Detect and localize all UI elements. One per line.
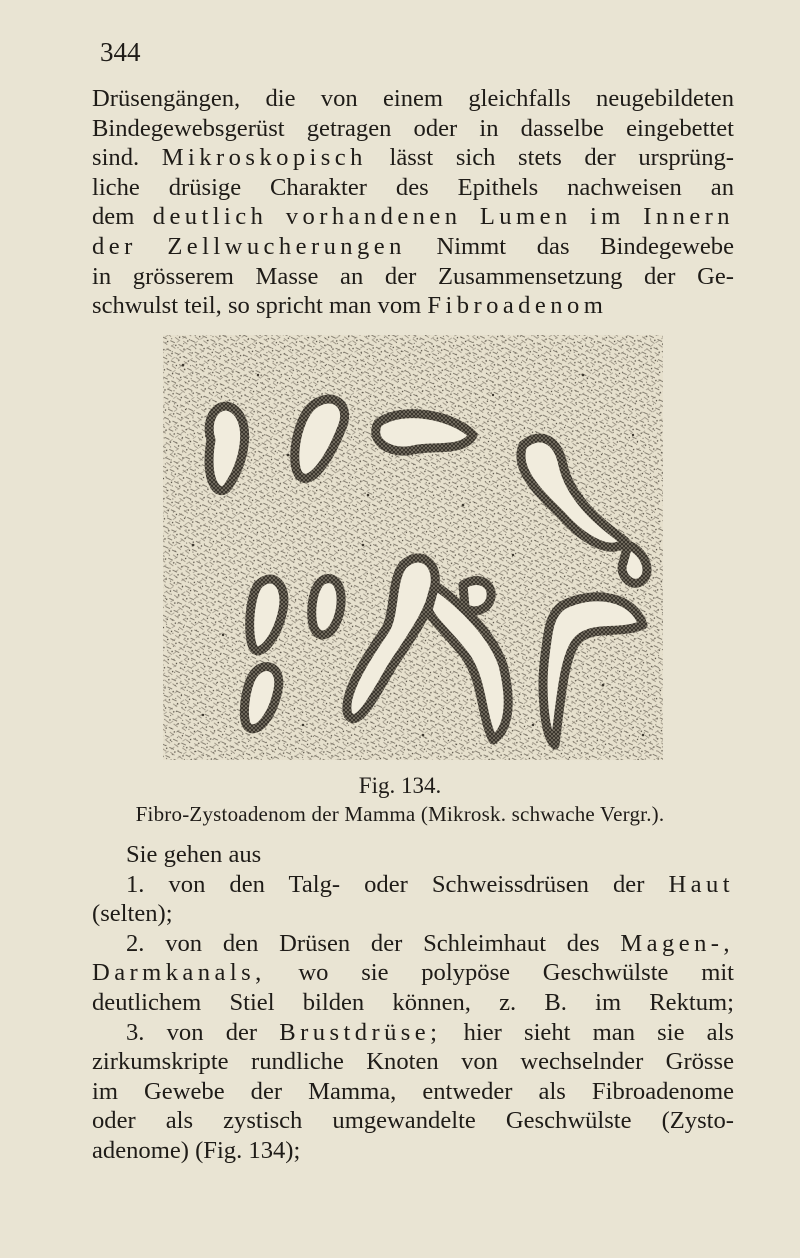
spaced-word: deutlich [152, 203, 268, 231]
list-item [92, 870, 734, 900]
lumen-shape [463, 581, 491, 611]
paragraph-bottom [92, 840, 734, 1166]
text-line: schwulst teil, so spricht man vom Fibroadenom [92, 292, 608, 320]
text-line: zirkumskripte rundliche Knoten von wechselnder Grösse [92, 1048, 734, 1076]
spaced-word: Lumen [479, 203, 572, 231]
list-item-text: 3. von der [126, 1018, 258, 1046]
page-number: 344 [100, 37, 141, 67]
text-line: adenome) (Fig. 134); [92, 1136, 301, 1164]
lumen-shape [622, 545, 647, 583]
text-line: sind. Mikroskopisch lässt sich stets der ursprüng- [92, 144, 734, 172]
spaced-word: Mikroskopisch [161, 144, 367, 172]
spaced-word: Innern [643, 203, 735, 231]
spaced-word: Brustdrüse; [279, 1018, 442, 1046]
text-line: (selten); [92, 900, 173, 928]
text-line: dem deutlich vorhandenen Lumen im Innern [92, 203, 735, 231]
list-item-text: 1. von den Talg- oder Schweissdrüsen der [126, 870, 645, 898]
spaced-word: im [590, 203, 625, 231]
spaced-word: Magen-, [620, 929, 734, 957]
figure-number: Fig. 134. [358, 773, 442, 798]
text-line: in grösserem Masse an der Zusammensetzung der Ge- [92, 262, 734, 290]
spaced-word: Darmkanals, [92, 959, 266, 987]
figure-caption: Fibro-Zystoadenom der Mamma (Mikrosk. schwache Vergr.). [135, 802, 665, 826]
paragraph-top [92, 84, 734, 321]
text-line [92, 958, 734, 988]
list-item-text: 2. von den Drüsen der Schleimhaut des [126, 929, 600, 957]
text-line: Bindegewebsgerüst getragen oder in dasselbe eingebettet [92, 114, 734, 142]
text-line: liche drüsige Charakter des Epithels nachweisen an [92, 173, 734, 201]
spaced-word: Fibroadenom [427, 292, 608, 320]
histology-figure [163, 335, 663, 760]
spaced-word: Haut [668, 870, 734, 898]
text-line: Drüsengängen, die von einem gleichfalls neugebildeten [92, 85, 734, 112]
text-line: Sie gehen aus [126, 841, 262, 868]
spaced-word: der [92, 232, 137, 260]
list-item [92, 929, 734, 959]
text-line: im Gewebe der Mamma, entweder als Fibroadenome [92, 1077, 734, 1105]
list-item [92, 1018, 734, 1048]
spaced-word: Zellwucherungen [167, 232, 406, 260]
spaced-word: vorhandenen [285, 203, 462, 231]
text-line: oder als zystisch umgewandelte Geschwülste (Zysto- [92, 1107, 734, 1135]
list-item-text: wo sie polypöse Geschwülste mit [298, 959, 734, 987]
text-line: der Zellwucherungen Nimmt das Bindegewebe [92, 232, 734, 260]
list-item-text: hier sieht man sie als [463, 1018, 734, 1046]
text-line: deutlichem Stiel bilden können, z. B. im Rektum; [92, 988, 734, 1016]
lumen-shape [312, 579, 341, 635]
